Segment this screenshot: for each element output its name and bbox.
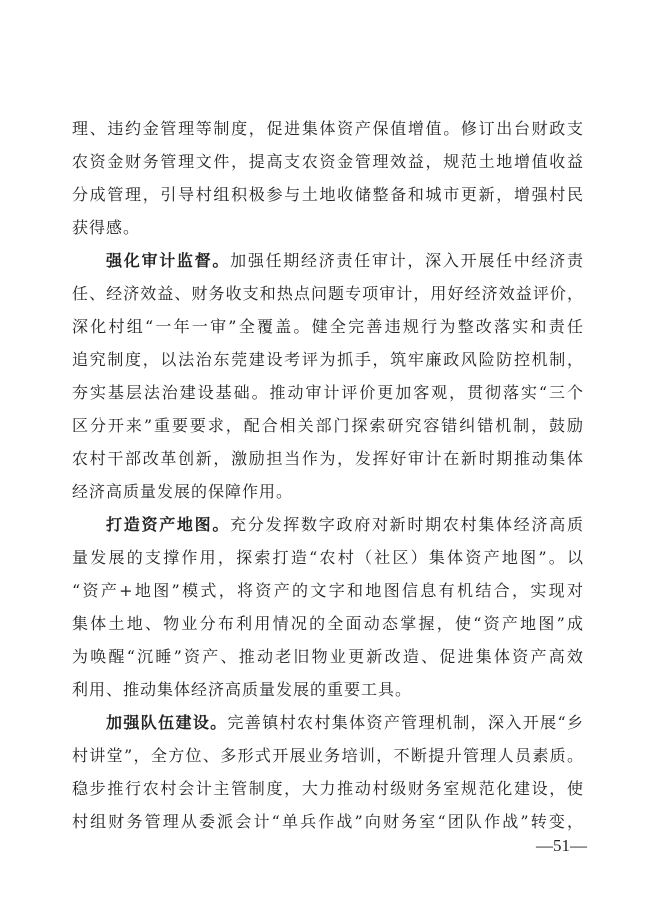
line-text: 集体土地、物业分布利用情况的全面动态掌握，使“资产地图”成 — [72, 614, 583, 633]
text-line — [72, 475, 583, 508]
text-line — [72, 508, 583, 541]
text-line — [72, 772, 583, 805]
text-line — [72, 640, 583, 673]
line-text: 获得感。 — [72, 218, 141, 237]
line-text: “资产+地图”模式，将资产的文字和地图信息有机结合，实现对 — [72, 581, 583, 600]
line-text: 任、经济效益、财务收支和热点问题专项审计，用好经济效益评价， — [72, 284, 583, 303]
line-text: 利用、推动集体经济高质量发展的重要工具。 — [72, 680, 413, 699]
text-line — [72, 574, 583, 607]
text-line — [72, 541, 583, 574]
line-text: 夯实基层法治建设基础。推动审计评价更加客观，贯彻落实“三个 — [72, 383, 583, 402]
line-text: 村讲堂”，全方位、多形式开展业务培训，不断提升管理人员素质。 — [72, 746, 583, 765]
document-body — [72, 112, 583, 838]
line-text: 稳步推行农村会计主管制度，大力推动村级财务室规范化建设，使 — [72, 779, 583, 798]
line-text: 分成管理，引导村组积极参与土地收储整备和城市更新，增强村民 — [72, 185, 583, 204]
page-number: —51— — [536, 836, 587, 855]
line-text: 深化村组“一年一审”全覆盖。健全完善违规行为整改落实和责任 — [72, 317, 583, 336]
line-text: 经济高质量发展的保障作用。 — [72, 482, 294, 501]
text-line — [72, 178, 583, 211]
line-text: 农资金财务管理文件，提高支农资金管理效益，规范土地增值收益 — [72, 152, 583, 171]
text-line — [72, 376, 583, 409]
line-text: 追究制度，以法治东莞建设考评为抓手，筑牢廉政风险防控机制， — [72, 350, 583, 369]
text-line — [72, 211, 583, 244]
line-text: 加强任期经济责任审计，深入开展任中经济责 — [230, 251, 583, 270]
text-line — [72, 244, 583, 277]
paragraph — [72, 112, 583, 244]
paragraph-heading: 打造资产地图。 — [106, 515, 231, 534]
text-line — [72, 310, 583, 343]
text-line — [72, 277, 583, 310]
text-line — [72, 343, 583, 376]
text-line — [72, 442, 583, 475]
text-line — [72, 706, 583, 739]
line-text: 充分发挥数字政府对新时期农村集体经济高质 — [230, 515, 583, 534]
line-text: 村组财务管理从委派会计“单兵作战”向财务室“团队作战”转变， — [72, 812, 583, 831]
line-text: 区分开来”重要要求，配合相关部门探索研究容错纠错机制，鼓励 — [72, 416, 583, 435]
text-line — [72, 112, 583, 145]
text-line — [72, 673, 583, 706]
text-line — [72, 607, 583, 640]
paragraph-heading: 强化审计监督。 — [106, 251, 231, 270]
line-text: 完善镇村农村集体资产管理机制，深入开展“乡 — [227, 713, 583, 732]
text-line — [72, 805, 583, 838]
paragraph — [72, 244, 583, 508]
line-text: 农村干部改革创新，激励担当作为，发挥好审计在新时期推动集体 — [72, 449, 583, 468]
text-line — [72, 409, 583, 442]
text-line — [72, 145, 583, 178]
paragraph — [72, 508, 583, 706]
line-text: 为唤醒“沉睡”资产、推动老旧物业更新改造、促进集体资产高效 — [72, 647, 583, 666]
line-text: 量发展的支撑作用，探索打造“农村（社区）集体资产地图”。以 — [72, 548, 583, 567]
line-text: 理、违约金管理等制度，促进集体资产保值增值。修订出台财政支 — [72, 119, 583, 138]
text-line — [72, 739, 583, 772]
paragraph-heading: 加强队伍建设。 — [106, 713, 228, 732]
paragraph — [72, 706, 583, 838]
